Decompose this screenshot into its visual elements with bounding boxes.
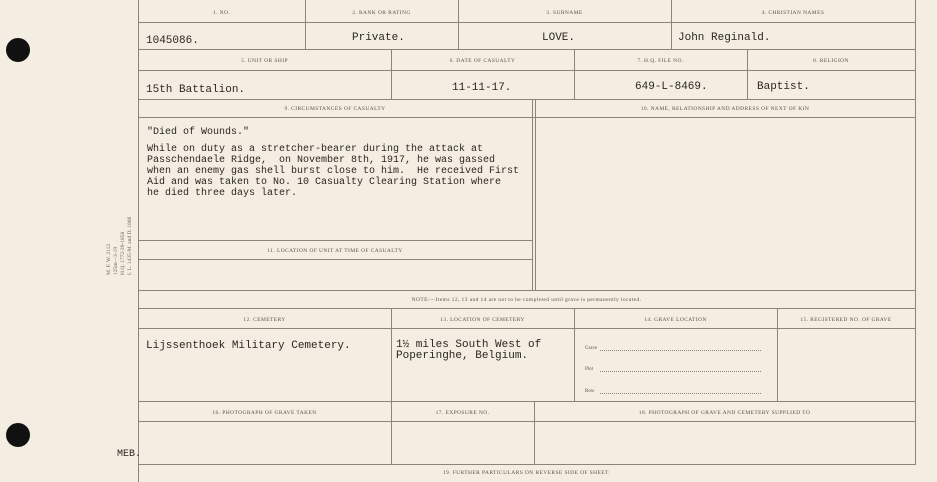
row-field-label: Row [585, 389, 595, 394]
value-location-line1: 1½ miles South West of [396, 339, 542, 351]
footer-further-particulars: 19. FURTHER PARTICULARS ON REVERSE SIDE OF SHEET. [442, 470, 611, 476]
circumstances-line: when an enemy gas shell burst close to him. He received First [147, 166, 520, 177]
punch-hole-bottom [6, 423, 30, 447]
margin-line: 125m—3-19 [113, 246, 119, 275]
header-photo-taken: 16. PHOTOGRAPH OF GRAVE TAKEN [212, 410, 317, 416]
header-no: 1. NO. [212, 10, 231, 16]
value-cemetery: Lijssenthoek Military Cemetery. [146, 340, 351, 352]
value-date: 11-11-17. [452, 82, 512, 94]
header-christian-names: 4. CHRISTIAN NAMES [761, 10, 825, 16]
circumstances-heading: "Died of Wounds." [147, 127, 250, 138]
value-religion: Baptist. [757, 81, 810, 93]
circumstances-line: While on duty as a stretcher-bearer during the attack at [147, 144, 484, 155]
header-religion: 8. RELIGION [813, 58, 849, 64]
value-file: 649-L-8469. [635, 81, 708, 93]
value-unit: 15th Battalion. [146, 84, 246, 96]
header-cemetery: 12. CEMETERY [243, 317, 286, 323]
grave-field-label: Grave [585, 346, 598, 351]
value-location-line2: Poperinghe, Belgium. [396, 350, 529, 362]
margin-line: H.Q. 1772-39-1858 [120, 231, 126, 275]
margin-print-info [106, 217, 134, 275]
header-grave-location: 14. GRAVE LOCATION [644, 317, 707, 323]
value-no: 1045086. [146, 35, 199, 47]
header-photo-supplied: 18. PHOTOGRAPH OF GRAVE AND CEMETERY SUPPLIED TO [638, 410, 811, 416]
circumstances-line: Passchendaele Ridge, on November 8th, 1917, he was gassed [147, 155, 496, 166]
value-initials: MEB. [117, 449, 142, 460]
note-text: NOTE:—Items 12, 13 and 14 are not to be completed until grave is permanently located. [411, 297, 642, 303]
header-circumstances: 9. CIRCUMSTANCES OF CASUALTY [284, 106, 386, 112]
header-next-of-kin: 10. NAME, RELATIONSHIP AND ADDRESS OF NEXT OF KIN [640, 106, 810, 112]
header-date: 6. DATE OF CASUALTY [449, 58, 516, 64]
header-location-of-unit: 11. LOCATION OF UNIT AT TIME OF CASUALTY [267, 248, 403, 254]
value-rank: Private. [352, 32, 405, 44]
header-location-of-cemetery: 13. LOCATION OF CEMETERY [440, 317, 525, 323]
circumstances-line: he died three days later. [147, 188, 298, 199]
header-surname: 3. SURNAME [546, 10, 583, 16]
header-rank: 2. RANK OR RATING [352, 10, 411, 16]
margin-line: M. F. W. 2112 [106, 243, 112, 275]
circumstances-line: Aid and was taken to No. 10 Casualty Clearing Station where [147, 177, 502, 188]
margin-line: I. L. 1435-M. and D. 1866 [127, 216, 133, 275]
header-exposure-no: 17. EXPOSURE NO. [435, 410, 490, 416]
value-surname: LOVE. [542, 32, 576, 44]
header-registered-no: 15. REGISTERED NO. OF GRAVE [800, 317, 892, 323]
plot-field-label: Plot [585, 367, 594, 372]
punch-hole-top [6, 38, 30, 62]
value-christian-names: John Reginald. [678, 32, 771, 44]
header-file: 7. H.Q. FILE NO. [637, 58, 684, 64]
header-unit: 5. UNIT OR SHIP [241, 58, 288, 64]
